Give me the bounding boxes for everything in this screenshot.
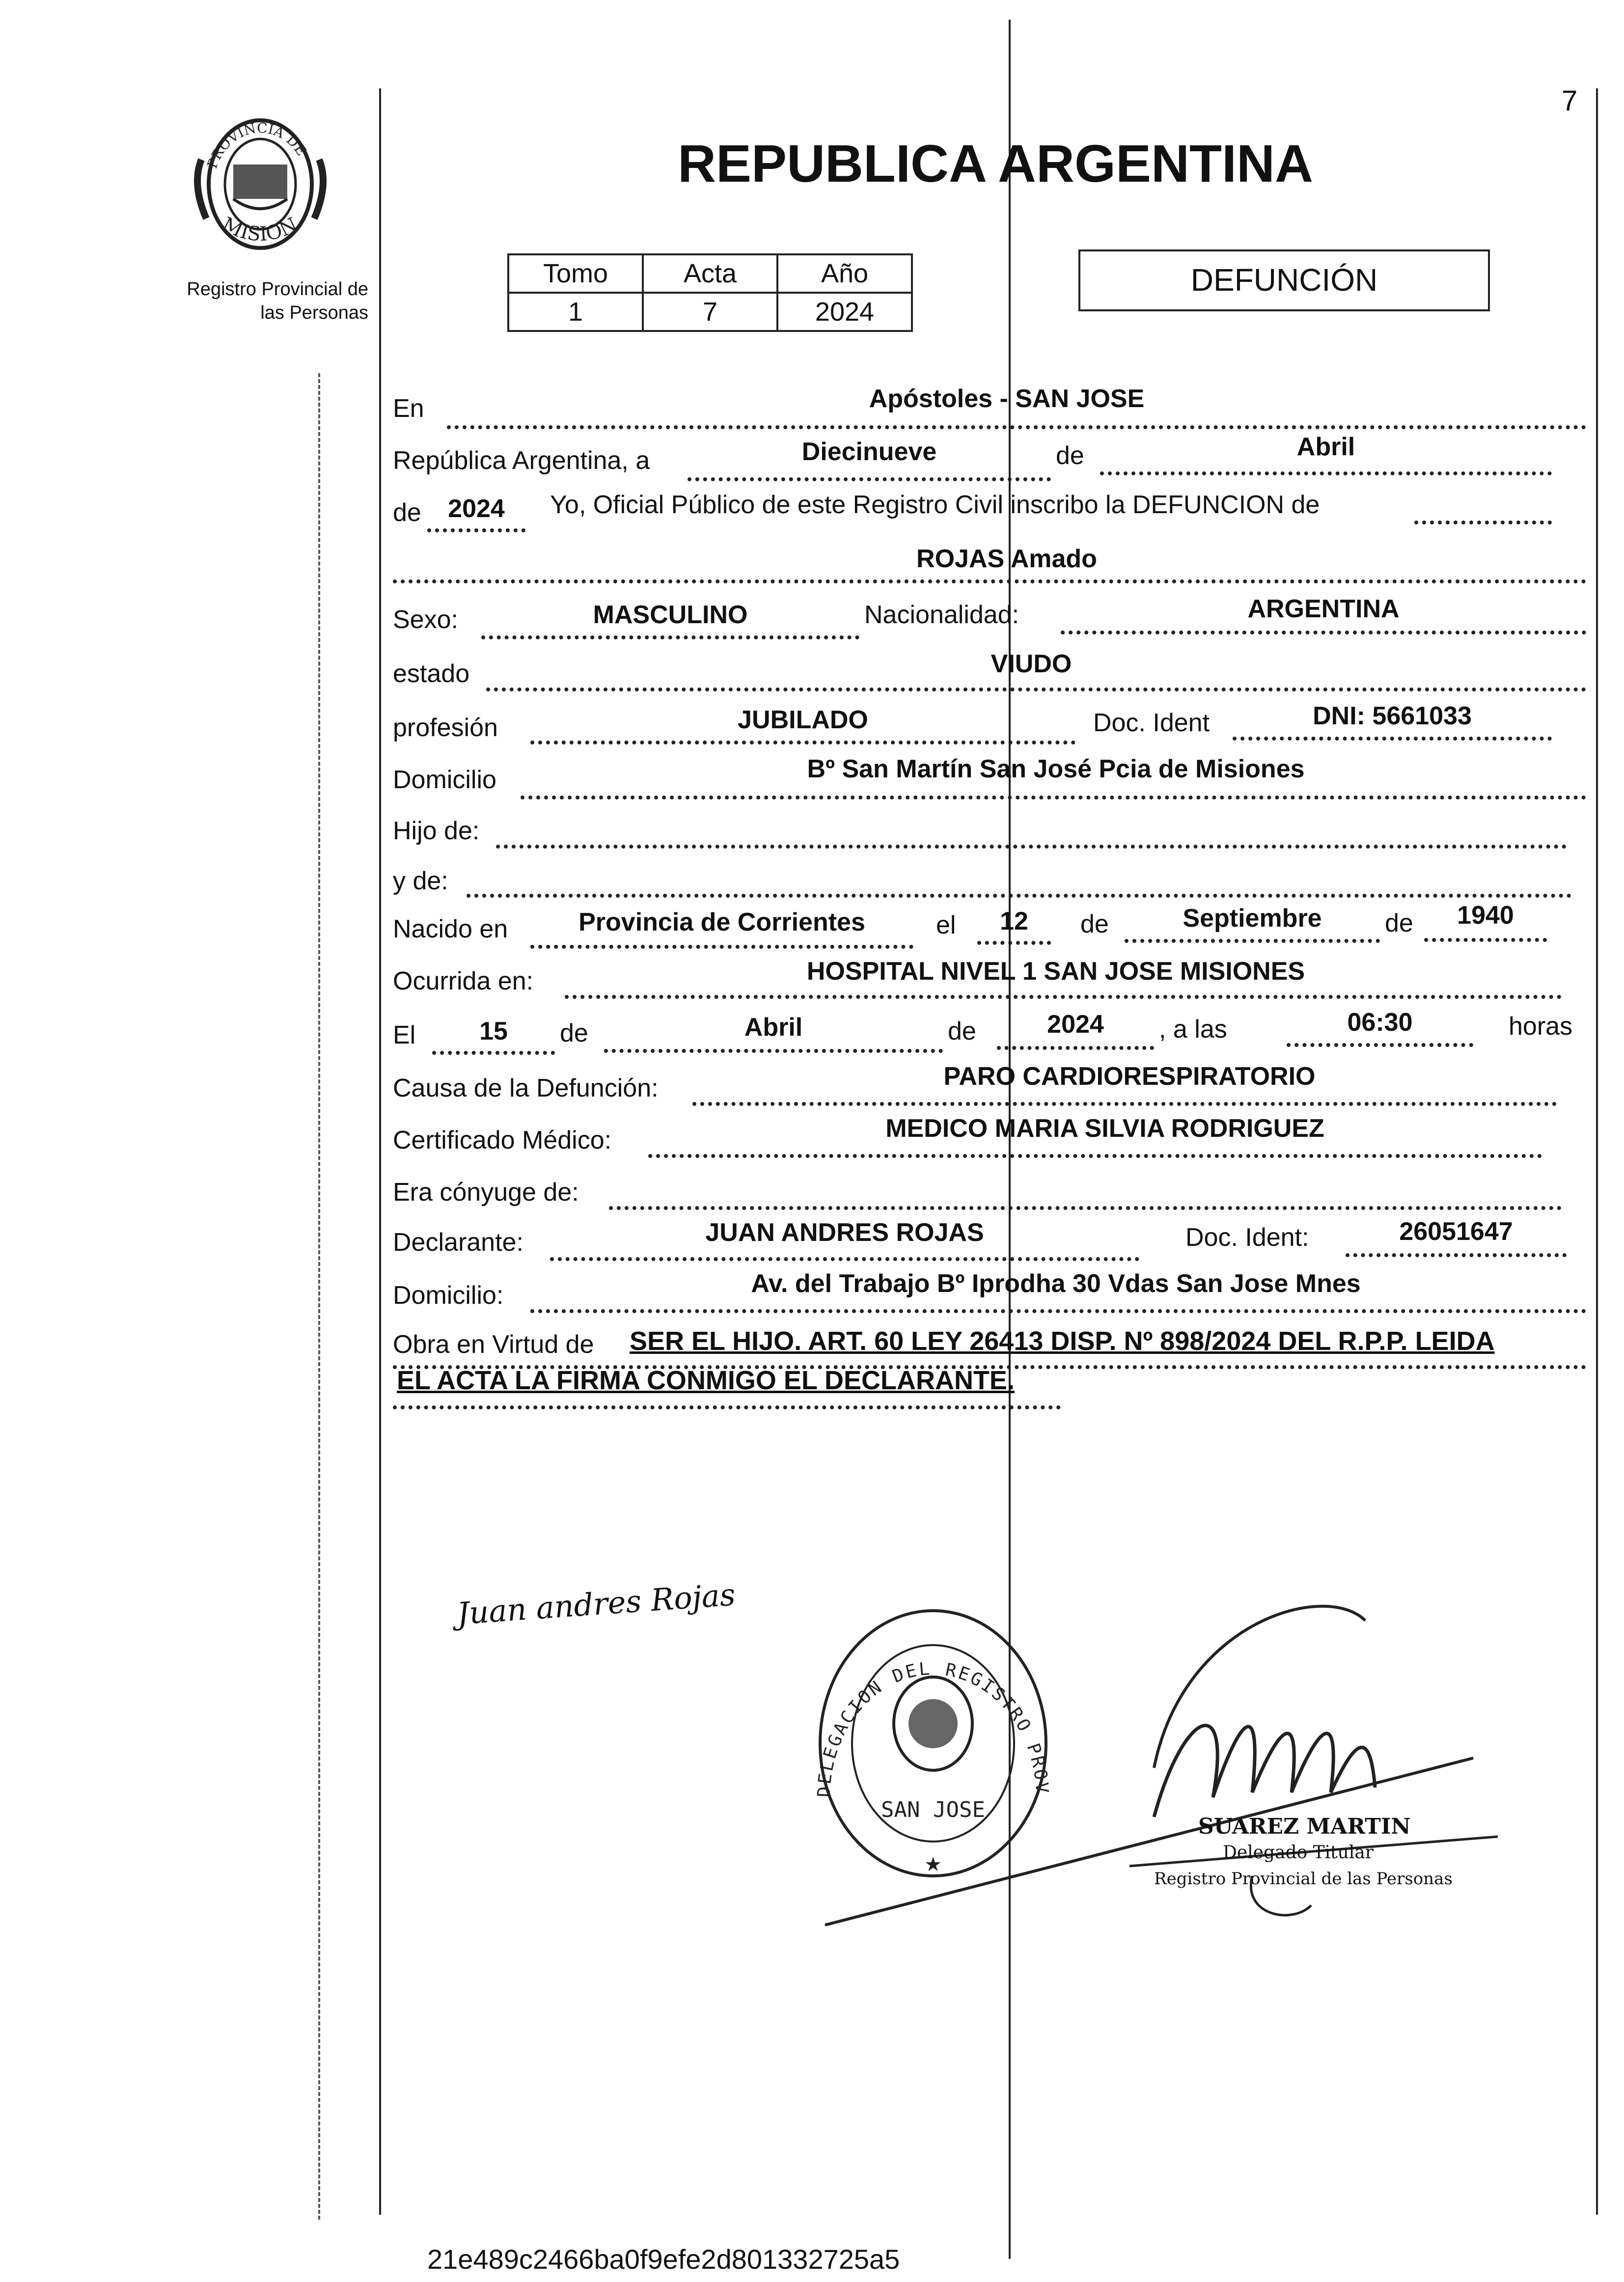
dots-ocurrida-en	[565, 995, 1562, 999]
value-sexo: MASCULINO	[593, 601, 748, 629]
label-de-anio: de	[393, 498, 421, 527]
dots-yo-end	[1414, 521, 1552, 524]
dots-nacido-anio	[1424, 938, 1547, 942]
page-number: 7	[1562, 85, 1578, 117]
label-el: el	[936, 911, 956, 939]
value-ocurrida-en: HOSPITAL NIVEL 1 SAN JOSE MISIONES	[806, 957, 1305, 986]
value-declarante-doc: 26051647	[1399, 1217, 1513, 1246]
label-doc-ident-declarante: Doc. Ident:	[1185, 1223, 1309, 1252]
agency-label-line2: las Personas	[260, 302, 368, 323]
label-declarante: Declarante:	[393, 1228, 523, 1257]
label-domicilio-declarante: Domicilio:	[393, 1281, 504, 1310]
dots-declarante-doc	[1346, 1253, 1567, 1257]
dots-nacido-lugar	[530, 945, 913, 949]
value-lugar: Apóstoles - SAN JOSE	[869, 385, 1145, 413]
label-ocurrida-en: Ocurrida en:	[393, 967, 534, 995]
dots-hijo-de	[496, 845, 1567, 849]
value-obra-line2: EL ACTA LA FIRMA CONMIGO EL DECLARANTE.	[397, 1366, 1015, 1395]
label-conyuge: Era cónyuge de:	[393, 1178, 579, 1207]
stamp-ring-text: DELEGACION DEL REGISTRO PROV	[814, 1658, 1052, 1798]
label-yo: Yo, Oficial Público de este Registro Civil inscribo la DEFUNCION de	[550, 491, 1320, 519]
registry-header-acta: Acta	[643, 254, 777, 293]
value-domicilio: Bº San Martín San José Pcia de Misiones	[807, 755, 1305, 783]
dots-lugar	[447, 425, 1586, 429]
label-domicilio: Domicilio	[393, 766, 496, 794]
value-hora: 06:30	[1347, 1008, 1413, 1037]
label-sexo: Sexo:	[393, 605, 458, 634]
value-fallecio-mes: Abril	[744, 1013, 803, 1042]
value-nacido-dia: 12	[1000, 907, 1028, 935]
stamp-center-text: SAN JOSE	[881, 1797, 985, 1822]
value-domicilio-declarante: Av. del Trabajo Bº Iprodha 30 Vdas San Jose Mnes	[751, 1269, 1361, 1298]
label-hijo-de: Hijo de:	[393, 817, 480, 845]
official-org: Registro Provincial de las Personas	[1154, 1869, 1453, 1889]
province-seal	[187, 110, 334, 258]
value-profesion: JUBILADO	[738, 706, 868, 734]
seal-text-bottom: MISION	[219, 213, 302, 246]
label-certificado: Certificado Médico:	[393, 1126, 612, 1155]
dots-estado	[486, 687, 1586, 691]
registry-header-anio: Año	[777, 254, 912, 293]
value-declarante: JUAN ANDRES ROJAS	[705, 1218, 984, 1247]
label-de-nacido-anio: de	[1385, 909, 1413, 937]
dots-nacido-dia	[977, 941, 1051, 945]
label-de-fallecio-anio: de	[948, 1017, 976, 1045]
dots-hora	[1287, 1043, 1473, 1047]
registry-table	[507, 253, 913, 332]
label-causa: Causa de la Defunción:	[393, 1074, 659, 1102]
dots-domicilio-declarante	[530, 1309, 1586, 1313]
label-profesion: profesión	[393, 714, 498, 742]
registry-header-tomo: Tomo	[508, 254, 643, 293]
left-margin-line	[379, 88, 381, 2215]
value-dni: DNI: 5661033	[1313, 702, 1472, 730]
value-mes: Abril	[1296, 433, 1355, 461]
label-republica: República Argentina, a	[393, 446, 650, 475]
label-de-fallecio-mes: de	[560, 1019, 588, 1047]
footer-hash: 21e489c2466ba0f9efe2d801332725a5	[427, 2244, 900, 2275]
dots-anio	[427, 528, 525, 532]
label-obra: Obra en Virtud de	[393, 1330, 594, 1359]
dots-fallecio-anio	[997, 1046, 1154, 1050]
right-margin-line	[1596, 88, 1598, 2215]
registry-value-tomo: 1	[508, 293, 643, 331]
label-estado: estado	[393, 660, 470, 688]
label-horas: horas	[1509, 1012, 1573, 1041]
punch-margin-line	[318, 373, 320, 2220]
value-fallecio-anio: 2024	[1047, 1010, 1104, 1039]
seal-text-top: PROVINCIA DE	[204, 119, 310, 171]
dots-obra-line2	[393, 1405, 1061, 1409]
label-y-de: y de:	[393, 867, 448, 895]
official-title: Delegado Titular	[1223, 1842, 1374, 1863]
label-nacionalidad: Nacionalidad:	[864, 601, 1019, 629]
value-nombre: ROJAS Amado	[916, 545, 1097, 573]
value-nacido-lugar: Provincia de Corrientes	[578, 908, 865, 936]
dots-causa	[692, 1102, 1557, 1106]
svg-text:PROVINCIA DE	[204, 120, 309, 171]
dots-nombre	[393, 579, 1586, 583]
dots-nacido-mes	[1125, 939, 1380, 943]
agency-label-line1: Registro Provincial de	[187, 279, 368, 300]
dots-fallecio-mes	[604, 1049, 943, 1053]
agency-label	[162, 277, 368, 325]
dots-domicilio	[521, 796, 1586, 799]
page-title: REPUBLICA ARGENTINA	[678, 134, 1313, 193]
official-name: SUAREZ MARTIN	[1198, 1814, 1411, 1839]
label-el-fallecio: El	[393, 1021, 416, 1049]
dots-mes	[1100, 471, 1552, 475]
dots-dia	[688, 477, 1051, 481]
label-doc-ident: Doc. Ident	[1093, 709, 1210, 737]
label-de-mes: de	[1056, 441, 1084, 470]
dots-declarante	[550, 1257, 1139, 1261]
value-dia-texto: Diecinueve	[801, 438, 937, 466]
value-fallecio-dia: 15	[479, 1017, 508, 1045]
dots-fallecio-dia	[432, 1051, 555, 1055]
label-de-nacido-mes: de	[1080, 910, 1109, 938]
value-obra-line1: SER EL HIJO. ART. 60 LEY 26413 DISP. Nº 898/2024 DEL R.P.P. LEIDA	[630, 1326, 1495, 1356]
value-certificado: MEDICO MARIA SILVIA RODRIGUEZ	[885, 1114, 1324, 1143]
doc-type-box: DEFUNCIÓN	[1078, 249, 1490, 311]
value-causa: PARO CARDIORESPIRATORIO	[943, 1062, 1316, 1091]
declarant-signature: Juan andres Rojas	[456, 1576, 737, 1632]
svg-text:★: ★	[924, 1854, 942, 1875]
dots-sexo	[481, 635, 859, 639]
value-nacido-anio: 1940	[1457, 901, 1514, 930]
value-nacionalidad: ARGENTINA	[1247, 595, 1400, 623]
registry-value-acta: 7	[643, 293, 777, 331]
dots-profesion	[530, 741, 1075, 744]
registry-value-anio: 2024	[777, 293, 912, 331]
label-en: En	[393, 394, 424, 423]
label-nacido-en: Nacido en	[393, 915, 508, 943]
dots-dni	[1233, 737, 1552, 741]
label-a-las: , a las	[1159, 1015, 1227, 1044]
value-anio: 2024	[448, 495, 505, 523]
dots-y-de	[467, 894, 1571, 898]
value-nacido-mes: Septiembre	[1183, 904, 1322, 933]
dots-conyuge	[609, 1206, 1562, 1210]
dots-nacionalidad	[1061, 631, 1586, 634]
dots-certificado	[648, 1154, 1542, 1158]
value-estado-civil: VIUDO	[991, 650, 1072, 678]
